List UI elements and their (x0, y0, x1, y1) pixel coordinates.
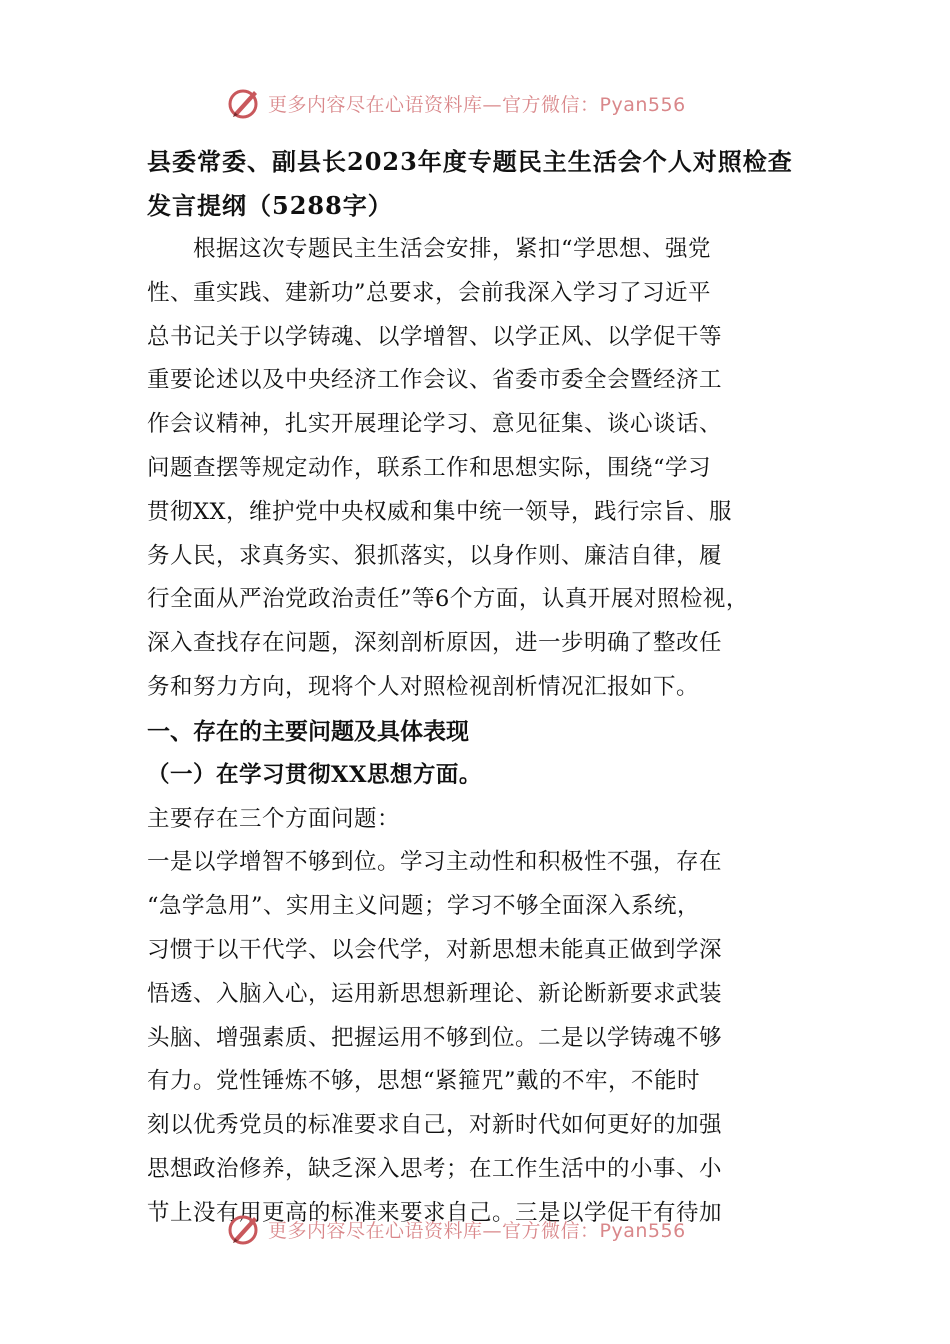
intro-paragraph (147, 228, 822, 710)
subsection-line (147, 754, 822, 842)
pen-logo-icon (226, 85, 262, 121)
intro-line: 务和努力方向，现将个人对照检视剖析情况汇报如下。 (147, 673, 700, 700)
subsection-lead: 主要存在三个方面问题： (147, 805, 401, 832)
intro-line: 务人民，求真务实、狠抓落实，以身作则、廉洁自律，履 (147, 542, 723, 569)
body-line: 一是以学增智不够到位。学习主动性和积极性不强，存在 (147, 849, 723, 876)
intro-line: 根据这次专题民主生活会安排，紧扣“学思想、强党 (193, 236, 712, 262)
body-line: 刻以优秀党员的标准要求自己，对新时代如何更好的加强 (147, 1112, 723, 1139)
title-line-1: 县委常委、副县长2023年度专题民主生活会个人对照检查 (147, 147, 793, 176)
subsection-heading: （一）在学习贯彻XX思想方面。 (147, 761, 482, 788)
document-title (147, 140, 822, 228)
title-line-2: 发言提纲（5288字） (147, 191, 393, 220)
body-line: 节上没有用更高的标准来要求自己。三是以学促干有待加 (147, 1199, 723, 1226)
header-banner (226, 84, 746, 122)
intro-line: 问题查摆等规定动作，联系工作和思想实际，围绕“学习 (147, 454, 712, 481)
body-line: 思想政治修养，缺乏深入思考；在工作生活中的小事、小 (147, 1155, 723, 1182)
intro-line: 贯彻XX，维护党中央权威和集中统一领导，践行宗旨、服 (147, 498, 733, 525)
section-paragraph (147, 754, 822, 1236)
intro-line: 作会议精神，扎实开展理论学习、意见征集、谈心谈话、 (147, 411, 723, 438)
pen-logo-icon (226, 1211, 262, 1247)
body-line: 有力。党性锤炼不够，思想“紧箍咒”戴的不牢，不能时 (147, 1068, 701, 1095)
intro-line: 总书记关于以学铸魂、以学增智、以学正风、以学促干等 (147, 323, 723, 350)
intro-line: 行全面从严治党政治责任”等6个方面，认真开展对照检视， (147, 586, 749, 613)
intro-line: 性、重实践、建新功”总要求，会前我深入学习了习近平 (147, 279, 712, 306)
document-body (147, 140, 822, 1236)
intro-line: 重要论述以及中央经济工作会议、省委市委全会暨经济工 (147, 367, 723, 394)
body-line: 悟透、入脑入心，运用新思想新理论、新论断新要求武装 (147, 980, 723, 1007)
footer-banner (226, 1210, 746, 1248)
body-line: 习惯于以干代学、以会代学，对新思想未能真正做到学深 (147, 936, 723, 963)
section-heading: 一、存在的主要问题及具体表现 (147, 717, 469, 745)
intro-line: 深入查找存在问题，深刻剖析原因，进一步明确了整改任 (147, 630, 723, 657)
banner-text: 更多内容尽在心语资料库—官方微信：Pyan556 (268, 93, 686, 116)
body-line: “急学急用”、实用主义问题；学习不够全面深入系统， (147, 893, 701, 920)
banner-text: 更多内容尽在心语资料库—官方微信：Pyan556 (268, 1219, 686, 1242)
body-line: 头脑、增强素质、把握运用不够到位。二是以学铸魂不够 (147, 1024, 723, 1051)
